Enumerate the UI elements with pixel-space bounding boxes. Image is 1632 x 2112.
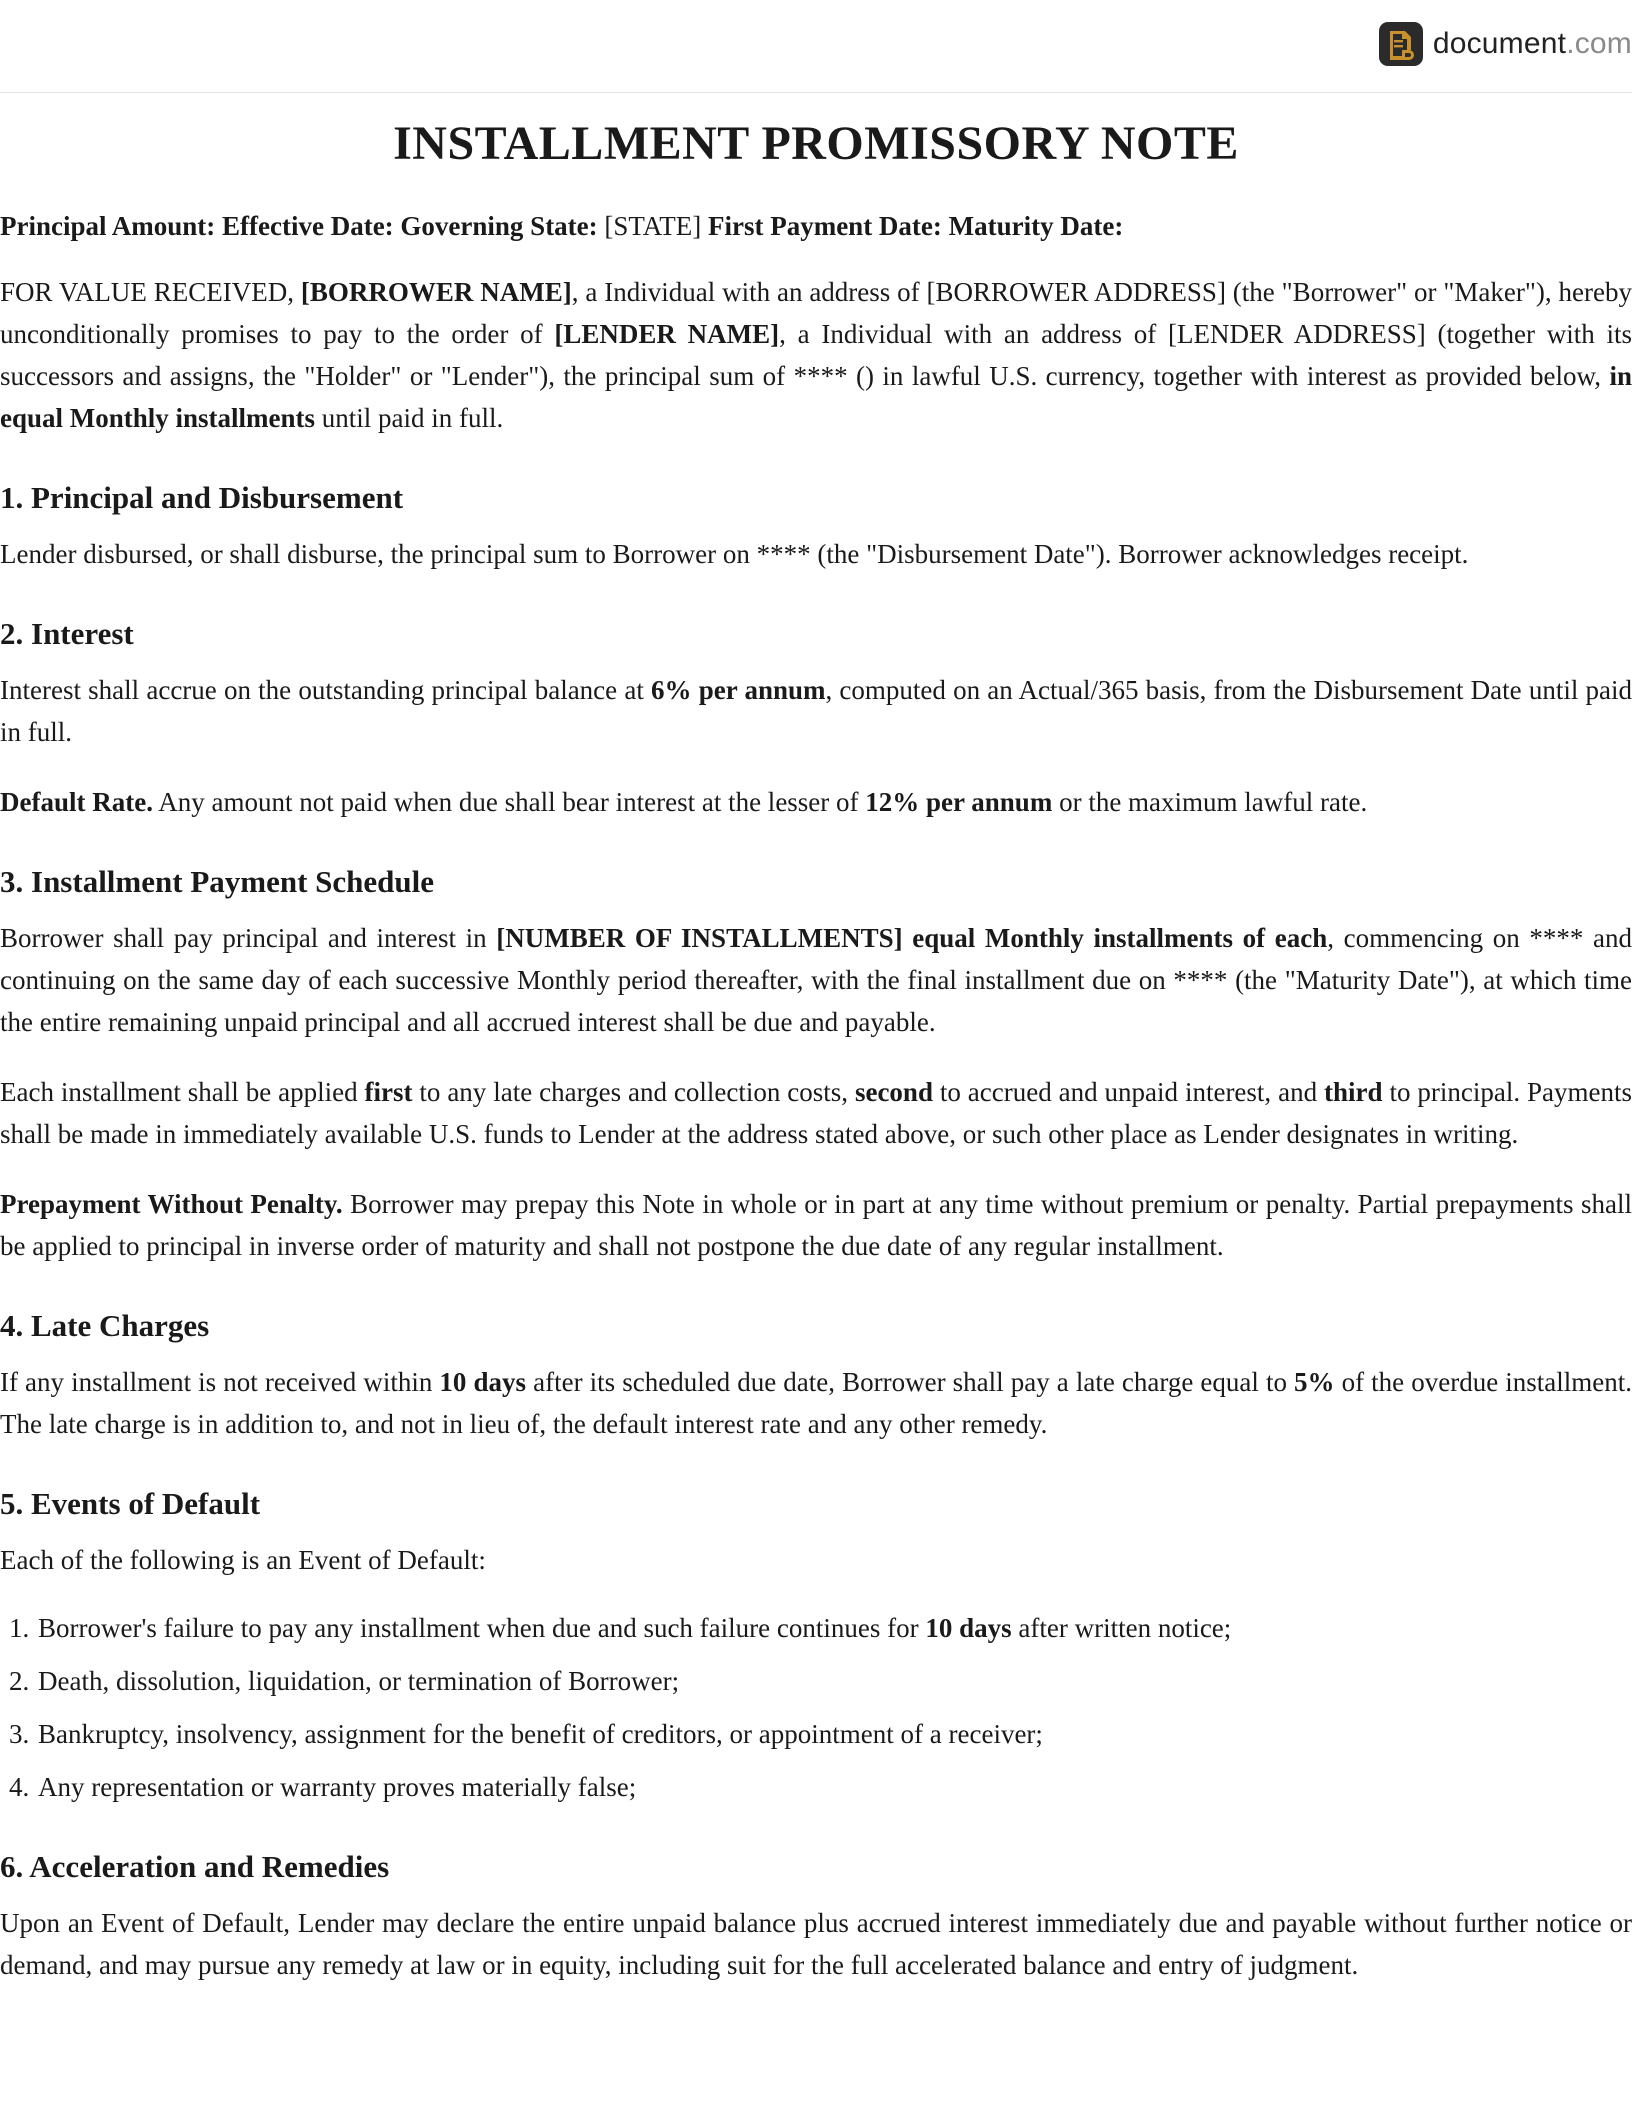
interest-rate: 6% per annum [651,674,826,705]
list-item [36,1607,1632,1649]
section-heading-late-charges: 4. Late Charges [0,1307,210,1343]
brand-logo[interactable] [1379,22,1632,66]
section-heading-schedule: 3. Installment Payment Schedule [0,863,434,899]
list-item: 4. Any representation or warranty proves materially false; [36,1766,1632,1808]
late-charges-text: If any installment is not received within [0,1366,440,1397]
meta-line [0,205,1632,247]
intro-text: FOR VALUE RECEIVED, [0,276,301,307]
section-principal-text: Lender disbursed, or shall disburse, the principal sum to Borrower on **** (the "Disbursement Date"). Borrower acknowledges receipt. [0,538,1469,569]
late-charges-paragraph [0,1361,1632,1445]
default-events-list [0,1607,1632,1808]
section-heading-principal: 1. Principal and Disbursement [0,479,404,515]
default-rate-value: 12% per annum [865,786,1053,817]
installments-count: [NUMBER OF INSTALLMENTS] equal Monthly installments of each [496,922,1328,953]
prepayment-label: Prepayment Without Penalty. [0,1188,343,1219]
document-title: INSTALLMENT PROMISSORY NOTE [393,117,1239,170]
acceleration-paragraph: Upon an Event of Default, Lender may declare the entire unpaid balance plus accrued interest immediately due and payable without further notice or demand, and may pursue any remedy at law or in equity, including suit for the full accelerated balance and entry of judgment. [0,1907,1632,1980]
lender-name: [LENDER NAME] [554,318,780,349]
document-logo-icon [1379,22,1423,66]
default-rate-paragraph [0,781,1632,823]
governing-state-value: [STATE] [604,210,702,241]
application-text: to principal. Payments shall be made in immediately available U.S. funds to Lender at the address stated above, or such other place as Lender designates in writing. [0,1076,1632,1149]
maturity-date-label: Maturity Date: [948,210,1124,241]
list-item: 2. Death, dissolution, liquidation, or termination of Borrower; [36,1660,1632,1702]
application-text: Each installment shall be applied [0,1076,365,1107]
late-charge-percent: 5% [1294,1366,1335,1397]
grace-period: 10 days [439,1366,527,1397]
application-paragraph [0,1071,1632,1155]
section-heading-interest: 2. Interest [0,615,134,651]
default-rate-label: Default Rate. [0,786,153,817]
section-heading-acceleration: 6. Acceleration and Remedies [0,1848,390,1884]
intro-text: , a Individual with an address of [BORROWER ADDRESS] (the "Borrower" or "Maker"), hereby unconditionally promises to pay to the order of [0,276,1632,349]
installments-term: in equal Monthly installments [0,360,1632,433]
intro-text: , a Individual with an address of [LENDER ADDRESS] (together with its successors and assigns, the "Holder" or "Lender"), the principal sum of **** () in lawful U.S. currency, together with interest as provided below, [0,318,1632,391]
first-payment-date-label: First Payment Date: [707,210,942,241]
intro-text: until paid in full. [315,402,504,433]
prepayment-paragraph [0,1183,1632,1267]
default-intro: Each of the following is an Event of Default: [0,1544,486,1575]
schedule-paragraph [0,917,1632,1043]
default-rate-text: Any amount not paid when due shall bear interest at the lesser of [152,786,866,817]
borrower-name: [BORROWER NAME] [300,276,572,307]
order-third: third [1324,1076,1383,1107]
list-item-text: Borrower's failure to pay any installment when due and such failure continues for [38,1612,926,1643]
prepayment-text: Borrower may prepay this Note in whole or in part at any time without premium or penalty. Partial prepayments shall be applied to principal in inverse order of maturity and shall not postpone the due date of any regular installment. [0,1188,1632,1261]
intro-paragraph [0,271,1632,439]
order-first: first [364,1076,413,1107]
order-second: second [854,1076,933,1107]
top-bar [0,0,1632,93]
schedule-text: Borrower shall pay principal and interest in [0,922,497,953]
notice-period: 10 days [925,1612,1012,1643]
application-text: to accrued and unpaid interest, and [932,1076,1325,1107]
default-rate-text: or the maximum lawful rate. [1052,786,1368,817]
section-heading-default: 5. Events of Default [0,1485,261,1521]
principal-amount-label: Principal Amount: [0,210,216,241]
schedule-text: , commencing on **** and continuing on the same day of each successive Monthly period thereafter, with the final installment due on **** (the "Maturity Date"), at which time the entire remaining unpaid principal and all accrued interest shall be due and payable. [0,922,1632,1037]
effective-date-label: Effective Date: [222,210,394,241]
interest-text: , computed on an Actual/365 basis, from the Disbursement Date until paid in full. [0,674,1632,747]
document-body [0,93,1632,1986]
list-item: 3. Bankruptcy, insolvency, assignment for the benefit of creditors, or appointment of a receiver; [36,1713,1632,1755]
interest-text: Interest shall accrue on the outstanding principal balance at [0,674,652,705]
brand-wordmark: document.com [1432,27,1632,60]
governing-state-label: Governing State: [400,210,598,241]
late-charges-text: of the overdue installment. The late charge is in addition to, and not in lieu of, the default interest rate and any other remedy. [0,1366,1632,1439]
interest-paragraph [0,669,1632,753]
application-text: to any late charges and collection costs, [412,1076,855,1107]
late-charges-text: after its scheduled due date, Borrower shall pay a late charge equal to [526,1366,1295,1397]
list-item-text: after written notice; [1011,1612,1232,1643]
